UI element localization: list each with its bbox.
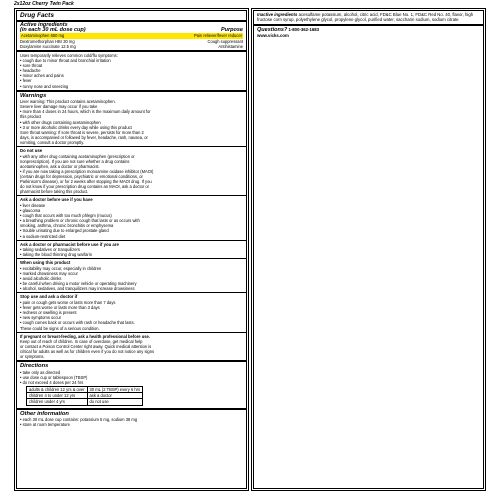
warnings-section xyxy=(17,90,246,146)
when-using-line: • excitability may occur, especially in children xyxy=(20,265,102,271)
inactive-ingredients-panel xyxy=(251,8,486,491)
table-cell: 30 mL (2 TBSP) every 6 hrs xyxy=(87,386,143,392)
when-using-line: • avoid alcoholic drinks xyxy=(20,276,62,282)
pregnancy-line: or symptoms. xyxy=(20,353,45,359)
pregnancy-line: or contact a Poison Control Center right away. Quick medical attention is xyxy=(20,343,152,349)
liver-warning-line: • 3 or more alcoholic drinks every day while using this product xyxy=(20,124,132,130)
do-not-use-line: • with any other drug containing acetaminophen (prescription or xyxy=(20,153,135,159)
do-not-use-section xyxy=(17,146,246,195)
stop-use-section xyxy=(17,292,246,331)
drug-facts-panel xyxy=(14,8,249,491)
website-link: www.vicks.com xyxy=(257,33,289,39)
stop-use-line: • new symptoms occur xyxy=(20,315,62,321)
when-using-line: • marked drowsiness may occur xyxy=(20,271,78,277)
stop-use-line: • redness or swelling is present xyxy=(20,310,77,316)
ingredient-purpose: Antihistamine xyxy=(218,43,243,49)
other-info-line: • store at room temperature xyxy=(20,422,70,428)
ask-doctor-line: • liver disease xyxy=(20,202,46,208)
do-not-use-heading: Do not use xyxy=(20,148,43,154)
do-not-use-line: pharmacist before taking this product. xyxy=(20,189,89,195)
inactive-ingredients-heading: Inactive ingredients xyxy=(257,12,298,17)
uses-line: • runny nose and sneezing xyxy=(20,83,69,89)
pack-title: 2x12oz Cherry Twin Pack xyxy=(14,1,74,7)
uses-line: • minor aches and pains xyxy=(20,73,64,79)
table-cell: children 4 to under 12 yrs xyxy=(27,393,88,399)
other-info-heading: Other information xyxy=(20,410,69,417)
liver-warning-line: • with other drugs containing acetaminophen xyxy=(20,119,101,125)
purpose-heading: Purpose xyxy=(220,27,243,34)
stop-use-line: • fever gets worse or lasts more than 3 days xyxy=(20,305,100,311)
liver-warning-line: this product xyxy=(20,114,42,120)
other-info-line: • each 30 mL dose cup contains: potassium 5 mg, sodium 38 mg xyxy=(20,417,138,423)
active-ingredients-heading: Active ingredients xyxy=(20,22,68,28)
table-row xyxy=(27,386,143,392)
table-cell: ask a doctor xyxy=(87,393,143,399)
ingredient-name: Doxylamine succinate 12.5 mg xyxy=(20,43,76,49)
do-not-use-line: do not know if your prescription drug contains an MAOI, ask a doctor or xyxy=(20,184,150,190)
dosage-table xyxy=(26,386,143,406)
ingredient-purpose: Pain reliever/fever reducer xyxy=(193,33,242,39)
ingredient-name: Dextromethorphan HBr 30 mg xyxy=(20,38,75,44)
drug-facts-title: Drug Facts xyxy=(20,12,54,19)
sore-throat-line: vomiting, consult a doctor promptly. xyxy=(20,139,85,145)
ask-pharmacist-line: • taking sedatives or tranquilizers xyxy=(20,247,80,253)
ingredient-name: Acetaminophen 650 mg xyxy=(21,33,65,39)
questions-phone: 1-800-362-1683 xyxy=(288,26,320,32)
ask-doctor-section xyxy=(17,195,246,239)
active-ingredients-section xyxy=(17,20,246,50)
sore-throat-line: Sore throat warning: If sore throat is severe, persists for more than 2 xyxy=(20,129,144,135)
do-not-use-line: Parkinson's disease), or for 2 weeks after stopping the MAOI drug. If you xyxy=(20,179,152,185)
pregnancy-line: If pregnant or breast-feeding, ask a health professional before use. xyxy=(20,333,150,339)
when-using-section xyxy=(17,258,246,292)
uses-line: Uses temporarily relieves common cold/flu symptoms: xyxy=(20,53,118,59)
questions-block xyxy=(254,24,483,40)
sore-throat-line: days, is accompanied or followed by fever, headache, rash, nausea, or xyxy=(20,134,148,140)
right-panel-inner xyxy=(253,10,484,489)
when-using-line: • alcohol, sedatives, and tranquilizers may increase drowsiness xyxy=(20,286,135,292)
directions-section xyxy=(17,360,246,408)
directions-line: • take only as directed xyxy=(20,369,61,375)
inactive-ingredients-block xyxy=(254,11,483,24)
directions-line: • use dose cup or tablespoon (TBSP) xyxy=(20,374,88,380)
stop-use-line: • pain or cough gets worse or lasts more than 7 days xyxy=(20,300,116,306)
ask-doctor-line: • glaucoma xyxy=(20,208,41,214)
do-not-use-line: nonprescription). If you are not sure whether a drug contains xyxy=(20,158,130,164)
stop-use-line: • cough comes back or occurs with rash or headache that lasts. xyxy=(20,320,135,326)
uses-line: • cough due to minor throat and bronchial irritation xyxy=(20,58,111,64)
ask-pharmacist-line: • taking the blood thinning drug warfarin xyxy=(20,252,92,258)
liver-warning-line: Severe liver damage may occur if you take xyxy=(20,104,98,110)
pregnancy-line: critical for adults as well as for children even if you do not notice any signs xyxy=(20,348,155,354)
ingredient-purpose: Cough suppressant xyxy=(207,38,243,44)
uses-section xyxy=(17,50,246,90)
liver-warning-line: • more than 4 doses in 24 hours, which is the maximum daily amount for xyxy=(20,109,151,115)
table-row xyxy=(27,399,143,405)
ask-pharmacist-heading: Ask a doctor or pharmacist before use if you are xyxy=(20,241,119,247)
inactive-ingredients-text: acesulfame potassium, alcohol, citric acid, FD&C Blue No. 1, FD&C Red No. 40, flavor, high fructose corn syrup, polyethylene glycol, propylene glycol, purified water, saccharin sodium, sodium citrate xyxy=(257,12,474,23)
ask-doctor-line: • trouble urinating due to enlarged prostate gland xyxy=(20,228,109,234)
warnings-heading: Warnings xyxy=(20,92,47,99)
ask-doctor-line: • a sodium-restricted diet xyxy=(20,233,66,239)
do-not-use-line: (certain drugs for depression, psychiatric or emotional conditions, or xyxy=(20,173,143,179)
uses-line: • fever xyxy=(20,78,32,84)
pregnancy-line: Keep out of reach of children. In case of overdose, get medical help xyxy=(20,338,143,344)
pregnancy-section xyxy=(17,332,246,360)
do-not-use-line: • if you are now taking a prescription monoamine oxidase inhibitor (MAOI) xyxy=(20,168,154,174)
ask-doctor-line: • cough that occurs with too much phlegm (mucus) xyxy=(20,213,112,219)
when-using-line: • be careful when driving a motor vehicle or operating machinery xyxy=(20,281,137,287)
questions-heading: Questions? xyxy=(257,26,288,33)
ask-pharmacist-section xyxy=(17,240,246,259)
ask-doctor-line: • a breathing problem or chronic cough that lasts or as occurs with xyxy=(20,218,140,224)
active-ingredients-sub: (in each 30 mL dose cup) xyxy=(20,27,86,34)
uses-line: • headache xyxy=(20,68,41,74)
when-using-heading: When using this product xyxy=(20,260,71,266)
directions-line: • do not exceed 4 doses per 24 hrs xyxy=(20,379,84,385)
table-cell: do not use xyxy=(87,399,143,405)
stop-use-line: These could be signs of a serious condition. xyxy=(20,325,100,331)
uses-line: • sore throat xyxy=(20,63,43,69)
ingredient-row xyxy=(20,44,243,49)
liver-warning-line: Liver warning: This product contains acetaminophen. xyxy=(20,99,116,105)
ask-doctor-heading: Ask a doctor before use if you have xyxy=(20,197,93,203)
stop-use-heading: Stop use and ask a doctor if xyxy=(20,294,78,300)
do-not-use-line: acetaminophen, ask a doctor or pharmacist. xyxy=(20,163,100,169)
drug-facts-inner xyxy=(16,10,247,489)
table-cell: children under 4 yrs xyxy=(27,399,88,405)
table-cell: adults & children 12 yrs & over xyxy=(27,386,88,392)
other-info-section xyxy=(17,408,246,429)
ask-doctor-line: smoking, asthma, chronic bronchitis or emphysema xyxy=(20,223,114,229)
directions-heading: Directions xyxy=(20,363,49,370)
